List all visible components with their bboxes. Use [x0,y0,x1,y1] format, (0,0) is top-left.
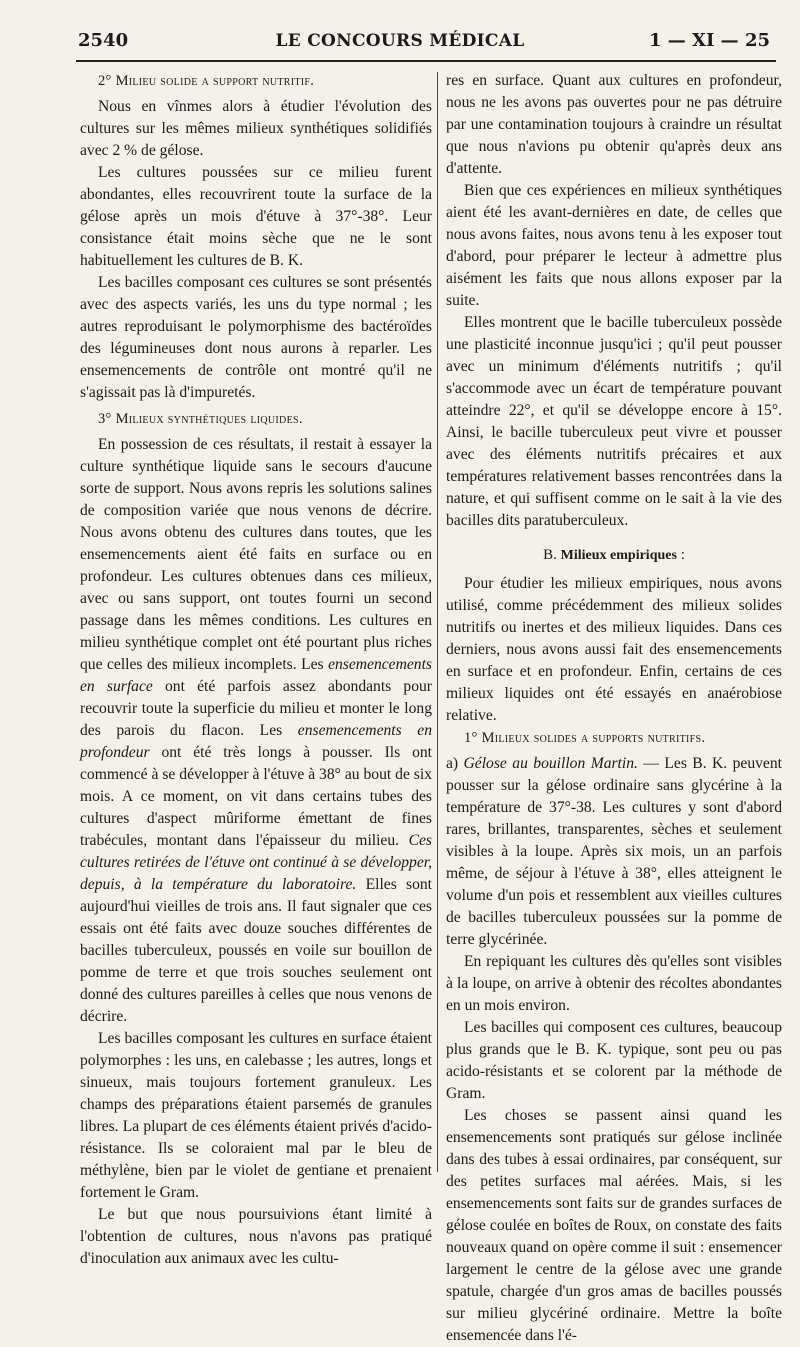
header-rule [76,60,776,62]
item-label: a) [446,755,464,772]
section-letter: B. [543,547,557,563]
paragraph: Les choses se passent ainsi quand les ensemencements sont pratiqués sur gélose inclinée dans des tubes à essai ordinaires, par conséquent, sur des petites surfaces mal aérées. Mais, si les ensemencements sont faits sur de grandes surfaces de gélose coulée en boîtes de Roux, on constate des faits nouveaux quand on opère comme il suit : ensemencer largement le centre de la gélose avec une grande spatule, chargée d'un gros amas de bacilles poussés sur milieu glycériné ordinaire. Mettre la boîte ensemencée dans l'é- [446,1107,782,1344]
paragraph: En repiquant les cultures dès qu'elles sont visibles à la loupe, on arrive à obtenir des récoltes abondantes en un mois environ. [446,953,782,1014]
section-heading-liquid-media: 3° Milieux synthétiques liquides. [98,411,303,427]
paragraph [446,753,782,951]
paragraph: Le but que nous poursuivions étant limité à l'obtention de cultures, nous n'avons pas pratiqué d'inoculation aux animaux avec les cultu- [80,1206,432,1267]
emphasis: ensemencements en profondeur [80,722,432,761]
emphasis: ensemencements en surface [80,656,432,695]
text-run: ont été très longs à pousser. Ils ont commencé à se développer à l'étuve à 38° au bout de six mois. A ce moment, on vit dans certains tubes des cultures d'aspect mûriforme émettant de fines trabécules, montant dans l'épaisseur du milieu. [80,744,432,849]
paragraph: Elles montrent que le bacille tuberculeux possède une plasticité inconnue jusqu'ici ; qu'il peut pousser avec un minimum d'éléments nutritifs ; qu'il s'accommode avec un écart de température pouvant atteindre 22°, et qu'il se développe encore à 15°. Ainsi, le bacille tuberculeux peut vivre et pousser avec des éléments nutritifs précaires et aux températures relativement basses rencontrées dans la nature, et qui suffisent comme on le sait à la vie des bacilles dits paratuberculeux. [446,314,782,529]
section-colon: : [676,547,685,563]
column-divider [437,72,438,1172]
paragraph: Bien que ces expériences en milieux synthétiques aient été les avant-dernières en date, de celles que nous avons faites, nous avons tenu à les exposer tout d'abord, pour préparer le lecteur à admettre plus aisément les faits que nous allons exposer par la suite. [446,182,782,309]
paragraph: Les bacilles composant les cultures en surface étaient polymorphes : les uns, en calebasse ; les autres, longs et sinueux, mais toujours fortement granuleux. Les champs des préparations étaient parsemés de granules libres. La plupart de ces éléments étaient privés d'acido-résistance. Ils se coloraient mal par le bleu de méthylène, bien par le violet de gentiane et prenaient fortement le Gram. [80,1030,432,1201]
text-run: — Les B. K. peuvent pousser sur la gélose ordinaire sans glycérine à la température de 37°-38. Les cultures y sont d'abord rares, brillantes, transparentes, sèches et seulement visibles à la loupe. Après six mois, un an parfois même, de séjour à l'étuve à 38°, elles atteignent le volume d'un pois et ressemblent aux vieilles cultures de bacilles tuberculeux poussées sur la pomme de terre glycérinée. [446,755,782,948]
text-run: ont été parfois assez abondants pour recouvrir toute la superficie du milieu et monter le long des parois du flacon. Les [80,678,432,739]
paragraph: Nous en vînmes alors à étudier l'évolution des cultures sur les mêmes milieux synthétiques solidifiés avec 2 % de gélose. [80,98,432,159]
right-column [446,70,782,1344]
text-run: En possession de ces résultats, il restait à essayer la culture synthétique liquide sans le secours d'aucune sorte de support. Nous avons repris les solutions salines de composition variée que nous venons de décrire. Nous avons obtenu des cultures dans toutes, que les ensemencements aient été faits en surface ou en profondeur. Les cultures obtenues dans ces milieux, avec ou sans support, ont toutes fourni un second passage dans les mêmes conditions. Les cultures en milieu synthétique complet ont été pourtant plus riches que celles des milieux incomplets. Les [80,436,432,673]
paragraph: Pour étudier les milieux empiriques, nous avons utilisé, comme précédemment des milieux solides nutritifs ou inertes et des milieux liquides. Dans ces derniers, nous avons aussi fait des ensemencements en surface et en profondeur. Enfin, certains de ces milieux liquides ont été essayés en anaérobiose relative. [446,575,782,724]
section-title: Milieux empiriques [560,548,677,563]
paragraph: Les cultures poussées sur ce milieu furent abondantes, elles recouvrirent toute la surface de la gélose après un mois d'étuve à 37°-38°. Leur consistance était moins sèche que ne le sont habituellement les cultures de B. K. [80,164,432,269]
page-number: 2540 [78,30,129,51]
section-heading-empirical-media [446,544,782,567]
paragraph: Les bacilles qui composent ces cultures, beaucoup plus grands que le B. K. typique, sont peu ou pas acido-résistants et se colorent par la méthode de Gram. [446,1019,782,1102]
left-column [80,70,432,1267]
emphasis: Ces cultures retirées de l'étuve ont continué à se développer, depuis, à la température du laboratoire. [80,832,432,893]
paragraph: res en surface. Quant aux cultures en profondeur, nous ne les avons pas ouvertes pour ne pas détruire par une contamination toujours à craindre un résultat que nous n'avions pu obtenir qu'après deux ans d'attente. [446,72,782,177]
text-run: Elles sont aujourd'hui vieilles de trois ans. Il faut signaler que ces essais ont été faits avec douze souches différentes de bacilles tuberculeux, poussés en voile sur bouillon de pomme de terre et que trois souches seulement ont donné des cultures pareilles à celles que nous venons de décrire. [80,876,432,1025]
paragraph [80,434,432,1028]
page-header [0,30,800,58]
emphasis: Gélose au bouillon Martin. [463,755,638,772]
subsection-heading: 1° Milieux solides a supports nutritifs. [464,730,706,746]
section-heading-solid-medium: 2° Milieu solide a support nutritif. [98,73,315,89]
issue-date: 1 — XI — 25 [648,30,770,51]
journal-title: LE CONCOURS MÉDICAL [275,31,525,51]
paragraph: Les bacilles composant ces cultures se sont présentés avec des aspects variés, les uns du type normal ; les autres reproduisant le polymorphisme des bactéroïdes des légumineuses dont nous aurons à reparler. Les ensemencements de contrôle ont montré qu'il ne s'agissait pas là d'impuretés. [80,274,432,401]
